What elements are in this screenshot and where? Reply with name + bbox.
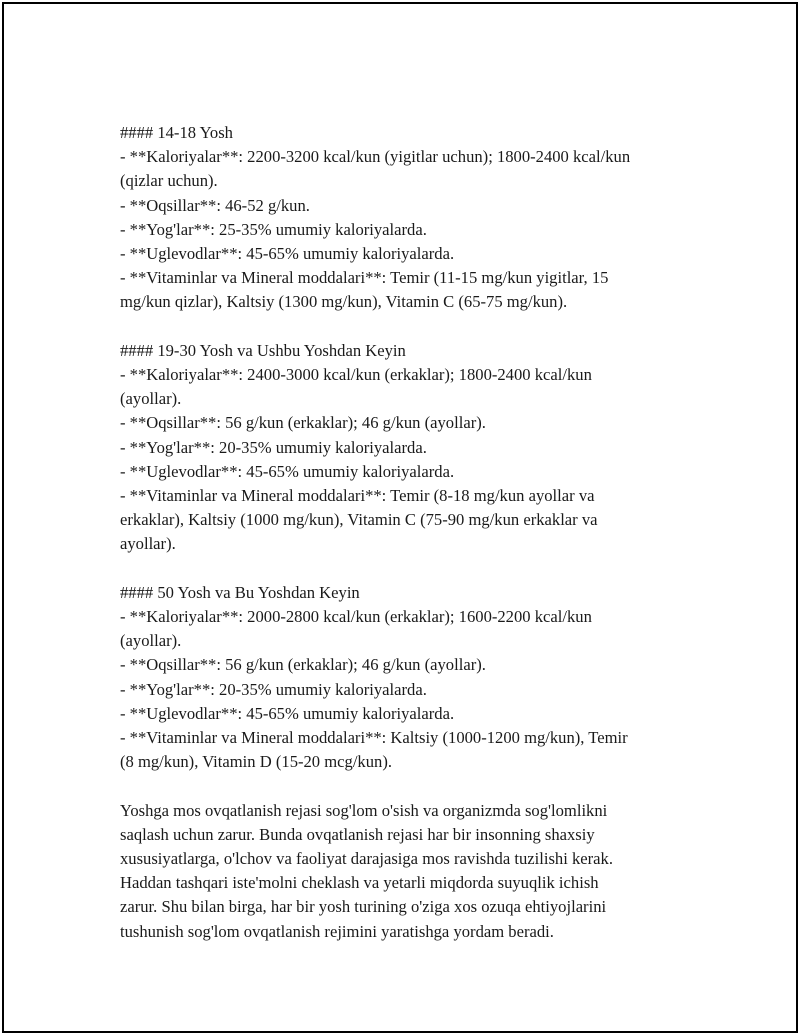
text-line: mg/kun qizlar), Kaltsiy (1300 mg/kun), Vitamin C (65-75 mg/kun). xyxy=(120,292,568,312)
paragraph-gap xyxy=(120,557,700,581)
text-line: - **Vitaminlar va Mineral moddalari**: Temir (8-18 mg/kun ayollar va xyxy=(120,486,595,506)
text-line: - **Kaloriyalar**: 2200-3200 kcal/kun (yigitlar uchun); 1800-2400 kcal/kun xyxy=(120,147,631,167)
text-line: (qizlar uchun). xyxy=(120,171,218,191)
paragraph-gap xyxy=(120,774,700,798)
text-line: - **Yog'lar**: 25-35% umumiy kaloriyalarda. xyxy=(120,219,427,239)
text-line: - **Vitaminlar va Mineral moddalari**: Kaltsiy (1000-1200 mg/kun), Temir xyxy=(120,728,628,748)
text-line: - **Kaloriyalar**: 2000-2800 kcal/kun (erkaklar); 1600-2200 kcal/kun xyxy=(120,607,592,627)
text-line: Haddan tashqari iste'molni cheklash va yetarli miqdorda suyuqlik ichish xyxy=(120,873,599,893)
text-line: - **Yog'lar**: 20-35% umumiy kaloriyalarda. xyxy=(120,437,427,457)
text-line: - **Oqsillar**: 46-52 g/kun. xyxy=(120,195,310,215)
text-line: saqlash uchun zarur. Bunda ovqatlanish rejasi har bir insonning shaxsiy xyxy=(120,824,595,844)
closing-paragraph xyxy=(120,799,700,944)
document-page xyxy=(2,2,798,1033)
section-19-30 xyxy=(120,339,700,557)
document-content xyxy=(120,121,700,944)
text-line: xususiyatlarga, o'lchov va faoliyat darajasiga mos ravishda tuzilishi kerak. xyxy=(120,849,613,869)
text-line: - **Vitaminlar va Mineral moddalari**: Temir (11-15 mg/kun yigitlar, 15 xyxy=(120,268,609,288)
text-line: - **Oqsillar**: 56 g/kun (erkaklar); 46 g/kun (ayollar). xyxy=(120,655,486,675)
text-line: (8 mg/kun), Vitamin D (15-20 mcg/kun). xyxy=(120,752,392,772)
text-line: - **Yog'lar**: 20-35% umumiy kaloriyalarda. xyxy=(120,679,427,699)
section-heading: #### 19-30 Yosh va Ushbu Yoshdan Keyin xyxy=(120,340,406,360)
text-line: - **Kaloriyalar**: 2400-3000 kcal/kun (erkaklar); 1800-2400 kcal/kun xyxy=(120,365,592,385)
text-line: - **Uglevodlar**: 45-65% umumiy kaloriyalarda. xyxy=(120,244,455,264)
text-line: zarur. Shu bilan birga, har bir yosh turining o'ziga xos ozuqa ehtiyojlarini xyxy=(120,897,607,917)
text-line: tushunish sog'lom ovqatlanish rejimini yaratishga yordam beradi. xyxy=(120,921,554,941)
text-line: - **Uglevodlar**: 45-65% umumiy kaloriyalarda. xyxy=(120,461,455,481)
section-50-plus xyxy=(120,581,700,775)
section-heading: #### 14-18 Yosh xyxy=(120,123,233,142)
text-line: (ayollar). xyxy=(120,631,182,651)
text-line: (ayollar). xyxy=(120,389,182,409)
section-14-18 xyxy=(120,121,700,315)
text-line: - **Oqsillar**: 56 g/kun (erkaklar); 46 g/kun (ayollar). xyxy=(120,413,486,433)
section-heading: #### 50 Yosh va Bu Yoshdan Keyin xyxy=(120,582,360,602)
text-line: Yoshga mos ovqatlanish rejasi sog'lom o'sish va organizmda sog'lomlikni xyxy=(120,800,608,820)
text-line: erkaklar), Kaltsiy (1000 mg/kun), Vitamin C (75-90 mg/kun erkaklar va xyxy=(120,510,598,530)
text-line: - **Uglevodlar**: 45-65% umumiy kaloriyalarda. xyxy=(120,703,455,723)
paragraph-gap xyxy=(120,315,700,339)
text-line: ayollar). xyxy=(120,534,176,554)
